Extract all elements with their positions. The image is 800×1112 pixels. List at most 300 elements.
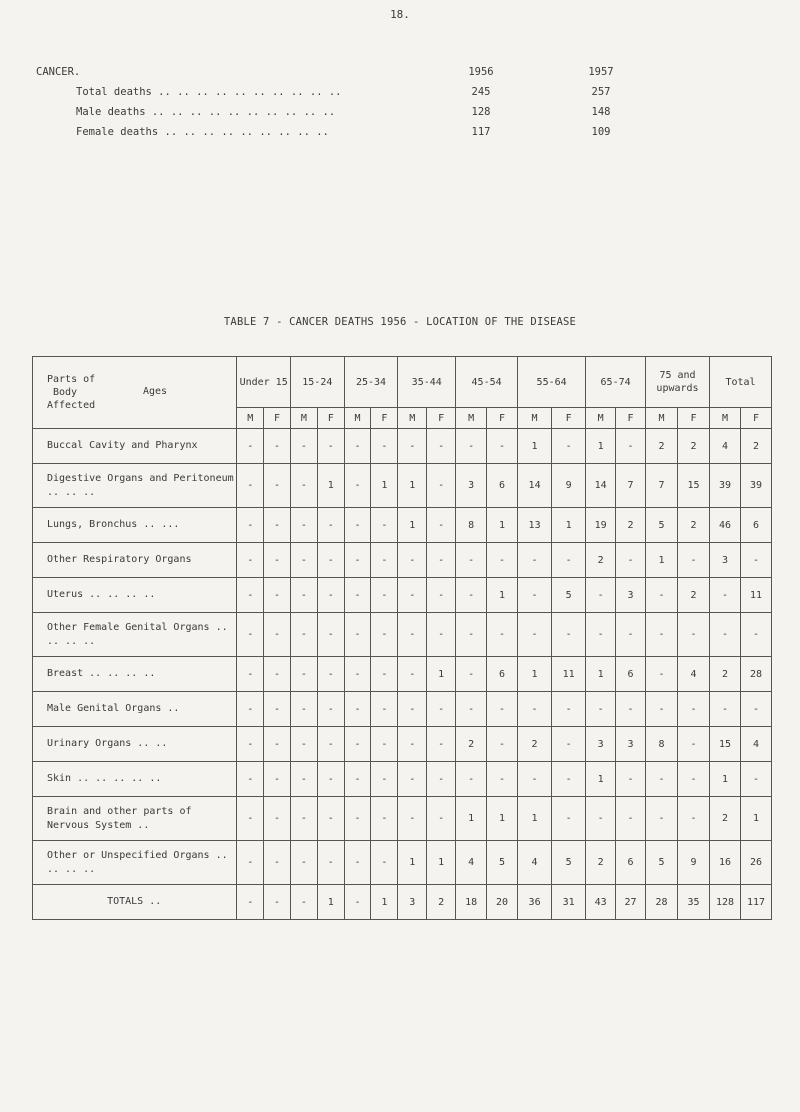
cell-male: -: [456, 578, 487, 613]
cell-male: 2: [710, 797, 741, 841]
cell-female: -: [740, 613, 771, 657]
totals-row: [33, 885, 772, 920]
cell-male: 1: [518, 657, 552, 692]
cell-female: 35: [678, 885, 710, 920]
table-body: [33, 429, 772, 920]
table-row: [33, 762, 772, 797]
cell-female: -: [552, 543, 586, 578]
cell-female: 1: [427, 841, 456, 885]
cell-male: 13: [518, 508, 552, 543]
cell-male: 46: [710, 508, 741, 543]
summary-row-total-deaths: [36, 82, 636, 102]
table-row: [33, 841, 772, 885]
cell-male: -: [398, 727, 427, 762]
cell-male: -: [290, 657, 317, 692]
sex-header-f: F: [317, 408, 344, 429]
cell-female: 4: [740, 727, 771, 762]
table-row: [33, 578, 772, 613]
cell-male: 3: [586, 727, 616, 762]
summary-value-1957: 109: [591, 126, 611, 138]
cell-female: -: [616, 692, 646, 727]
row-label: Other Female Genital Organs .. .. .. ..: [33, 613, 237, 657]
cell-male: -: [290, 727, 317, 762]
cell-male: -: [646, 692, 678, 727]
cell-male: -: [290, 613, 317, 657]
table-row: [33, 727, 772, 762]
cell-female: -: [487, 613, 518, 657]
cell-female: 4: [678, 657, 710, 692]
cell-male: -: [237, 613, 264, 657]
cell-female: -: [427, 464, 456, 508]
cell-female: -: [317, 429, 344, 464]
cell-female: -: [616, 543, 646, 578]
cell-male: -: [237, 429, 264, 464]
sex-header-f: F: [552, 408, 586, 429]
cell-female: 3: [616, 578, 646, 613]
cell-male: 1: [586, 429, 616, 464]
cell-female: -: [678, 543, 710, 578]
cell-male: 2: [456, 727, 487, 762]
cell-male: -: [290, 464, 317, 508]
cell-female: 2: [678, 508, 710, 543]
cell-male: 16: [710, 841, 741, 885]
sex-header-f: F: [487, 408, 518, 429]
cell-male: 2: [586, 841, 616, 885]
cell-male: -: [456, 613, 487, 657]
row-label: Brain and other parts of Nervous System ..: [33, 797, 237, 841]
cell-female: -: [264, 727, 291, 762]
cell-male: -: [344, 578, 371, 613]
cell-female: 7: [616, 464, 646, 508]
summary-value-1957: 148: [591, 106, 611, 118]
cell-female: -: [678, 762, 710, 797]
cell-female: 2: [427, 885, 456, 920]
summary-year-1956: 1956: [468, 66, 494, 78]
cell-male: 8: [456, 508, 487, 543]
cell-male: -: [290, 508, 317, 543]
table-row: [33, 464, 772, 508]
cell-female: -: [371, 578, 398, 613]
cell-female: -: [317, 613, 344, 657]
summary-row-male-deaths: [36, 102, 636, 122]
cell-female: 1: [487, 578, 518, 613]
cell-male: -: [710, 578, 741, 613]
cell-female: -: [427, 429, 456, 464]
sex-header-m: M: [456, 408, 487, 429]
table-row: [33, 543, 772, 578]
cell-male: -: [237, 797, 264, 841]
summary-row-label: Total deaths .. .. .. .. .. .. .. .. .. ..: [76, 86, 342, 98]
sex-header-m: M: [398, 408, 427, 429]
table-row: [33, 657, 772, 692]
cell-male: -: [290, 797, 317, 841]
cell-female: 9: [678, 841, 710, 885]
cell-female: -: [371, 797, 398, 841]
cell-male: 14: [586, 464, 616, 508]
summary-heading: CANCER.: [36, 66, 81, 78]
cell-female: 1: [317, 464, 344, 508]
summary-value-1956: 245: [471, 86, 491, 98]
cell-male: -: [456, 692, 487, 727]
cell-female: -: [371, 841, 398, 885]
summary-row-label: Female deaths .. .. .. .. .. .. .. .. ..: [76, 126, 329, 138]
cell-female: -: [552, 692, 586, 727]
row-label: Uterus .. .. .. ..: [33, 578, 237, 613]
cell-male: -: [710, 692, 741, 727]
cell-female: -: [264, 885, 291, 920]
cell-male: -: [237, 508, 264, 543]
row-label: Male Genital Organs ..: [33, 692, 237, 727]
age-group-header: 75 and upwards: [646, 357, 710, 408]
sex-header-f: F: [264, 408, 291, 429]
cell-male: -: [344, 543, 371, 578]
cell-female: 15: [678, 464, 710, 508]
age-group-header: 35-44: [398, 357, 456, 408]
cell-female: -: [427, 543, 456, 578]
cell-male: -: [290, 578, 317, 613]
cell-female: 2: [740, 429, 771, 464]
cell-female: -: [371, 613, 398, 657]
cell-female: -: [678, 727, 710, 762]
cell-male: 3: [710, 543, 741, 578]
cell-female: -: [317, 578, 344, 613]
cell-male: -: [518, 543, 552, 578]
cell-female: 28: [740, 657, 771, 692]
cell-male: -: [237, 464, 264, 508]
table-row: [33, 429, 772, 464]
cell-male: -: [586, 797, 616, 841]
table-group-header-row: [33, 357, 772, 408]
cell-female: -: [487, 762, 518, 797]
cell-female: -: [552, 797, 586, 841]
cell-male: 14: [518, 464, 552, 508]
cell-female: 11: [740, 578, 771, 613]
cell-male: -: [646, 657, 678, 692]
cell-male: -: [398, 543, 427, 578]
cell-female: -: [371, 727, 398, 762]
sex-header-m: M: [586, 408, 616, 429]
cell-female: 20: [487, 885, 518, 920]
cell-male: 5: [646, 508, 678, 543]
cell-female: 1: [371, 464, 398, 508]
cell-male: 2: [518, 727, 552, 762]
summary-header-row: [36, 62, 636, 82]
cell-male: -: [237, 841, 264, 885]
sex-header-m: M: [237, 408, 264, 429]
cell-male: -: [237, 727, 264, 762]
cell-female: -: [317, 727, 344, 762]
cell-female: -: [317, 657, 344, 692]
cell-female: 2: [616, 508, 646, 543]
cell-female: 9: [552, 464, 586, 508]
summary-value-1957: 257: [591, 86, 611, 98]
table-row: [33, 797, 772, 841]
cell-male: 4: [518, 841, 552, 885]
cell-male: 1: [586, 657, 616, 692]
summary-row-female-deaths: [36, 122, 636, 142]
cell-male: -: [344, 429, 371, 464]
cell-male: -: [237, 885, 264, 920]
cell-male: -: [518, 762, 552, 797]
cell-male: 36: [518, 885, 552, 920]
cell-male: -: [344, 797, 371, 841]
cell-female: -: [264, 543, 291, 578]
cell-female: -: [427, 692, 456, 727]
cell-female: -: [371, 762, 398, 797]
cell-male: -: [518, 613, 552, 657]
cell-female: -: [616, 613, 646, 657]
cell-female: -: [317, 841, 344, 885]
cell-male: -: [398, 613, 427, 657]
cell-male: -: [586, 613, 616, 657]
cell-female: 6: [616, 657, 646, 692]
cell-male: -: [290, 841, 317, 885]
cell-female: -: [264, 692, 291, 727]
cell-male: -: [586, 692, 616, 727]
cell-female: -: [552, 762, 586, 797]
cell-male: -: [344, 727, 371, 762]
cell-female: 1: [487, 508, 518, 543]
cell-female: 27: [616, 885, 646, 920]
cell-female: -: [264, 797, 291, 841]
cell-male: -: [344, 885, 371, 920]
cell-female: -: [427, 797, 456, 841]
cell-male: 2: [586, 543, 616, 578]
sex-header-f: F: [678, 408, 710, 429]
cell-female: 6: [740, 508, 771, 543]
cell-male: 3: [456, 464, 487, 508]
cell-male: -: [344, 508, 371, 543]
row-label: Lungs, Bronchus .. ...: [33, 508, 237, 543]
cell-male: -: [290, 885, 317, 920]
cell-male: -: [398, 578, 427, 613]
corner-affected: Affected: [47, 400, 96, 411]
cell-female: -: [317, 797, 344, 841]
age-group-header: 65-74: [586, 357, 646, 408]
cell-female: -: [264, 429, 291, 464]
cell-female: -: [371, 543, 398, 578]
row-label: Skin .. .. .. .. ..: [33, 762, 237, 797]
table-corner-header: [33, 357, 237, 429]
corner-body: Body: [53, 387, 78, 398]
cell-male: -: [646, 613, 678, 657]
summary-year-1957: 1957: [588, 66, 614, 78]
cell-male: -: [344, 692, 371, 727]
cell-female: -: [264, 657, 291, 692]
cell-male: 1: [518, 797, 552, 841]
cell-male: -: [344, 841, 371, 885]
cell-male: -: [398, 657, 427, 692]
cell-female: -: [552, 727, 586, 762]
cell-female: -: [371, 657, 398, 692]
cell-male: 19: [586, 508, 616, 543]
cell-male: -: [237, 578, 264, 613]
cell-female: -: [616, 429, 646, 464]
cell-female: 2: [678, 578, 710, 613]
cell-male: -: [237, 762, 264, 797]
corner-parts-of: Parts of: [47, 374, 96, 385]
cell-female: -: [427, 613, 456, 657]
cell-female: -: [740, 543, 771, 578]
row-label: TOTALS ..: [33, 885, 237, 920]
cell-male: -: [398, 797, 427, 841]
cell-male: -: [586, 578, 616, 613]
cell-female: -: [740, 762, 771, 797]
cell-male: -: [456, 657, 487, 692]
cell-female: -: [264, 841, 291, 885]
cell-female: -: [427, 762, 456, 797]
cell-male: 1: [398, 464, 427, 508]
sex-header-f: F: [371, 408, 398, 429]
cell-female: 5: [552, 578, 586, 613]
cell-female: 5: [487, 841, 518, 885]
sex-header-m: M: [710, 408, 741, 429]
cell-male: 128: [710, 885, 741, 920]
cell-female: 1: [487, 797, 518, 841]
cell-male: 4: [456, 841, 487, 885]
cell-female: -: [552, 613, 586, 657]
cancer-summary: [36, 62, 636, 142]
cell-female: -: [427, 727, 456, 762]
cell-female: -: [264, 578, 291, 613]
cell-male: -: [290, 762, 317, 797]
cell-female: -: [264, 762, 291, 797]
cell-female: -: [678, 613, 710, 657]
cell-male: -: [290, 543, 317, 578]
cell-male: -: [237, 692, 264, 727]
table-row: [33, 692, 772, 727]
cell-male: -: [456, 429, 487, 464]
age-group-header: 15-24: [290, 357, 344, 408]
sex-header-f: F: [616, 408, 646, 429]
cell-male: -: [398, 762, 427, 797]
corner-ages: Ages: [143, 386, 168, 397]
cell-male: -: [290, 429, 317, 464]
total-group-header: Total: [710, 357, 772, 408]
cell-male: 1: [710, 762, 741, 797]
summary-value-1956: 128: [471, 106, 491, 118]
table-title: TABLE 7 - CANCER DEATHS 1956 - LOCATION OF THE DISEASE: [223, 316, 577, 328]
cell-female: 1: [552, 508, 586, 543]
row-label: Breast .. .. .. ..: [33, 657, 237, 692]
cancer-location-table: [32, 356, 772, 920]
sex-header-f: F: [740, 408, 771, 429]
cell-male: 15: [710, 727, 741, 762]
cell-female: -: [427, 508, 456, 543]
cell-female: -: [317, 762, 344, 797]
cell-female: 2: [678, 429, 710, 464]
age-group-header: Under 15: [237, 357, 291, 408]
cell-female: -: [487, 727, 518, 762]
age-group-header: 55-64: [518, 357, 586, 408]
cell-female: 6: [487, 657, 518, 692]
cell-female: -: [487, 543, 518, 578]
cell-male: -: [646, 578, 678, 613]
sex-header-m: M: [290, 408, 317, 429]
cell-male: -: [344, 613, 371, 657]
cell-female: -: [427, 578, 456, 613]
row-label: Other Respiratory Organs: [33, 543, 237, 578]
row-label: Urinary Organs .. ..: [33, 727, 237, 762]
cell-female: 117: [740, 885, 771, 920]
page-number: 18.: [390, 8, 410, 21]
cell-male: 7: [646, 464, 678, 508]
cell-male: -: [290, 692, 317, 727]
cell-male: -: [344, 762, 371, 797]
cell-female: 5: [552, 841, 586, 885]
cell-female: -: [264, 464, 291, 508]
cell-male: 1: [398, 508, 427, 543]
cell-male: 1: [518, 429, 552, 464]
cell-male: -: [398, 692, 427, 727]
cell-male: -: [518, 692, 552, 727]
cell-female: -: [264, 508, 291, 543]
cell-male: 1: [646, 543, 678, 578]
row-label: Other or Unspecified Organs .. .. .. ..: [33, 841, 237, 885]
cell-male: -: [237, 657, 264, 692]
cell-female: -: [678, 797, 710, 841]
cell-female: -: [487, 429, 518, 464]
cell-female: 39: [740, 464, 771, 508]
cell-male: 1: [456, 797, 487, 841]
cell-female: 6: [616, 841, 646, 885]
cell-female: -: [371, 508, 398, 543]
cell-female: -: [678, 692, 710, 727]
age-group-header: 25-34: [344, 357, 398, 408]
cell-female: 11: [552, 657, 586, 692]
cell-female: 6: [487, 464, 518, 508]
cell-female: 31: [552, 885, 586, 920]
cell-female: 1: [740, 797, 771, 841]
cell-female: -: [317, 508, 344, 543]
cell-male: 39: [710, 464, 741, 508]
cell-male: -: [456, 762, 487, 797]
sex-header-f: F: [427, 408, 456, 429]
summary-value-1956: 117: [471, 126, 491, 138]
cell-male: 28: [646, 885, 678, 920]
cell-female: -: [616, 797, 646, 841]
cell-male: 5: [646, 841, 678, 885]
sex-header-m: M: [646, 408, 678, 429]
cell-male: 3: [398, 885, 427, 920]
cell-male: 8: [646, 727, 678, 762]
cell-male: 4: [710, 429, 741, 464]
age-group-header: 45-54: [456, 357, 518, 408]
cell-male: -: [646, 762, 678, 797]
cell-female: -: [264, 613, 291, 657]
cell-male: -: [398, 429, 427, 464]
cell-female: -: [487, 692, 518, 727]
cell-male: -: [344, 464, 371, 508]
table-row: [33, 613, 772, 657]
cell-female: -: [740, 692, 771, 727]
cell-female: 1: [371, 885, 398, 920]
cell-male: -: [646, 797, 678, 841]
cell-male: -: [710, 613, 741, 657]
cell-female: -: [317, 692, 344, 727]
table-row: [33, 508, 772, 543]
sex-header-m: M: [344, 408, 371, 429]
cell-male: 1: [586, 762, 616, 797]
cell-female: 26: [740, 841, 771, 885]
sex-header-m: M: [518, 408, 552, 429]
cell-female: 1: [427, 657, 456, 692]
cell-female: 3: [616, 727, 646, 762]
cell-female: -: [371, 692, 398, 727]
cell-male: 2: [646, 429, 678, 464]
row-label: Buccal Cavity and Pharynx: [33, 429, 237, 464]
cell-female: -: [616, 762, 646, 797]
